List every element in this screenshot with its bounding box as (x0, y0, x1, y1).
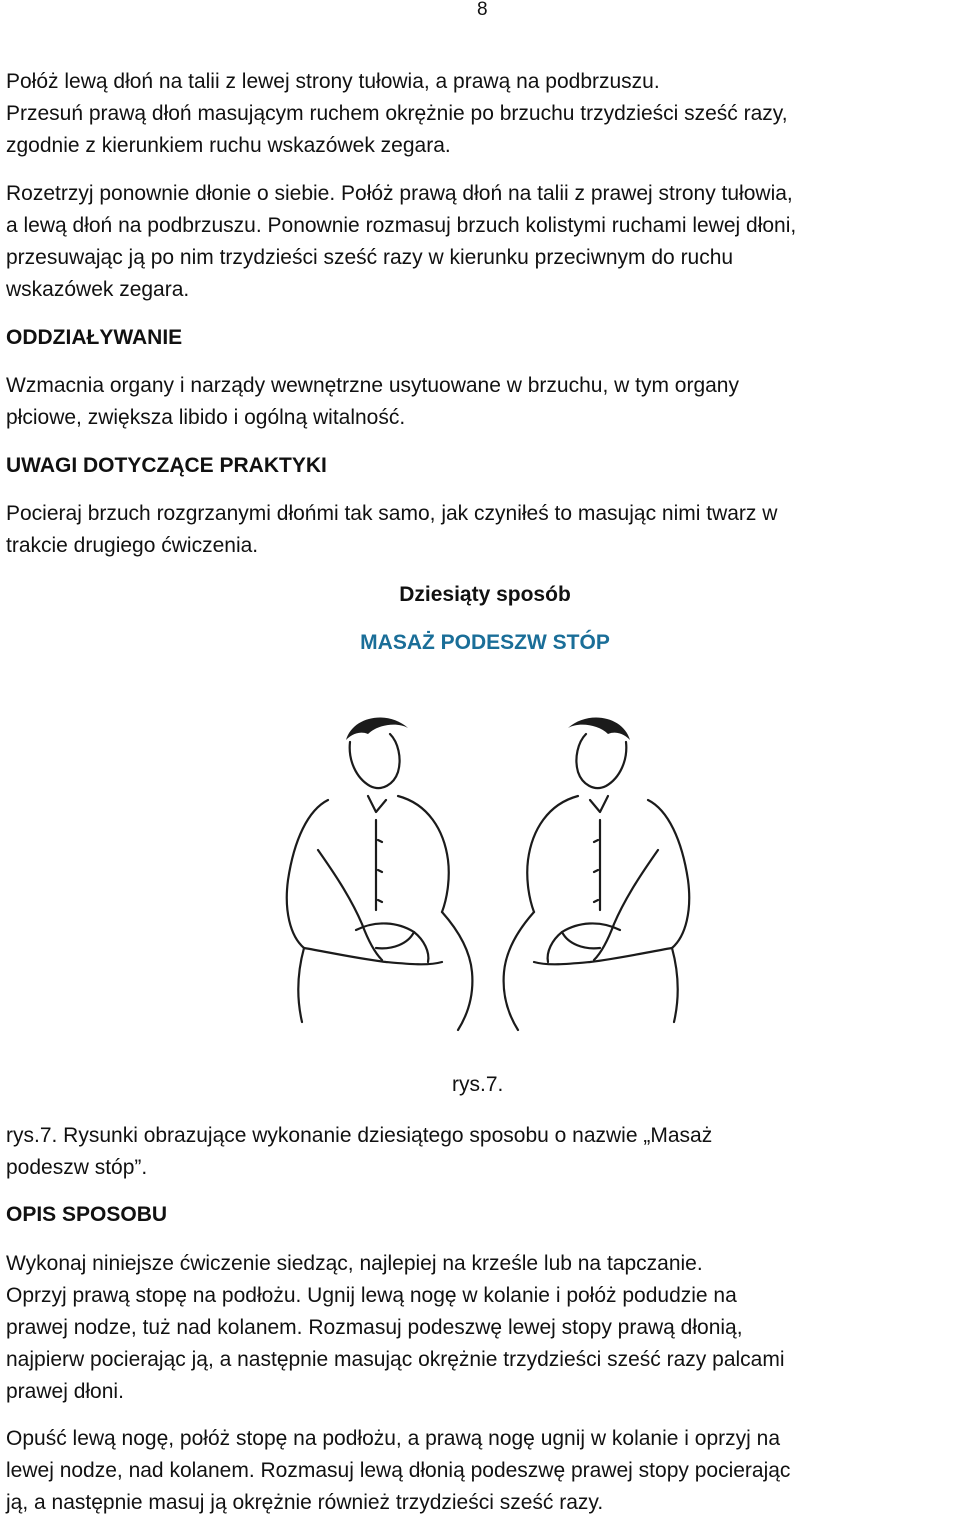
text-line: a lewą dłoń na podbrzuszu. Ponownie rozmasuj brzuch kolistymi ruchami lewej dłoni, (6, 214, 797, 237)
effects-paragraph (6, 370, 951, 434)
text-line: Wzmacnia organy i narządy wewnętrzne usytuowane w brzuchu, w tym organy (6, 374, 739, 397)
text-line: ją, a następnie masuj ją okrężnie również trzydzieści sześć razy. (6, 1491, 604, 1514)
page-number: 8 (477, 0, 488, 20)
text-line: Połóż lewą dłoń na talii z lewej strony tułowia, a prawą na podbrzuszu. (6, 70, 660, 93)
figure-illustration (258, 700, 718, 1050)
text-line: Przesuń prawą dłoń masującym ruchem okrężnie po brzuchu trzydzieści sześć razy, (6, 102, 788, 125)
method-name: MASAŻ PODESZW STÓP (360, 631, 610, 654)
text-line: płciowe, zwiększa libido i ogólną witalność. (6, 406, 406, 429)
text-line: przesuwając ją po nim trzydzieści sześć razy w kierunku przeciwnym do ruchu (6, 246, 734, 269)
description-paragraph-1 (6, 1248, 951, 1408)
method-ordinal: Dziesiąty sposób (399, 583, 571, 606)
text-line: podeszw stóp”. (6, 1156, 148, 1179)
seated-figure-right (504, 718, 690, 1030)
text-line: rys.7. Rysunki obrazujące wykonanie dziesiątego sposobu o nazwie „Masaż (6, 1124, 713, 1147)
text-line: Wykonaj niniejsze ćwiczenie siedząc, najlepiej na krześle lub na tapczanie. (6, 1252, 703, 1275)
description-paragraph-2 (6, 1423, 951, 1519)
effects-heading: ODDZIAŁYWANIE (6, 326, 183, 349)
description-heading: OPIS SPOSOBU (6, 1203, 168, 1226)
intro-paragraph-2 (6, 178, 951, 306)
text-line: Pocieraj brzuch rozgrzanymi dłońmi tak samo, jak czyniłeś to masując nimi twarz w (6, 502, 778, 525)
text-line: prawej nodze, tuż nad kolanem. Rozmasuj podeszwę lewej stopy prawą dłonią, (6, 1316, 743, 1339)
figure-label: rys.7. (452, 1073, 504, 1096)
text-line: zgodnie z kierunkiem ruchu wskazówek zegara. (6, 134, 451, 157)
text-line: prawej dłoni. (6, 1380, 124, 1403)
text-line: najpierw pocierając ją, a następnie masując okrężnie trzydzieści sześć razy palcami (6, 1348, 785, 1371)
foot-massage-drawing (258, 700, 718, 1050)
text-line: Opuść lewą nogę, połóż stopę na podłożu, a prawą nogę ugnij w kolanie i oprzyj na (6, 1427, 780, 1450)
notes-paragraph (6, 498, 951, 562)
figure-caption (6, 1120, 951, 1184)
intro-paragraph-1 (6, 66, 951, 162)
text-line: Oprzyj prawą stopę na podłożu. Ugnij lewą nogę w kolanie i połóż podudzie na (6, 1284, 737, 1307)
notes-heading: UWAGI DOTYCZĄCE PRAKTYKI (6, 454, 327, 477)
text-line: wskazówek zegara. (6, 278, 190, 301)
seated-figure-left (287, 718, 473, 1030)
text-line: lewej nodze, nad kolanem. Rozmasuj lewą dłonią podeszwę prawej stopy pocierając (6, 1459, 791, 1482)
text-line: trakcie drugiego ćwiczenia. (6, 534, 259, 557)
text-line: Rozetrzyj ponownie dłonie o siebie. Połóż prawą dłoń na talii z prawej strony tułowia, (6, 182, 793, 205)
